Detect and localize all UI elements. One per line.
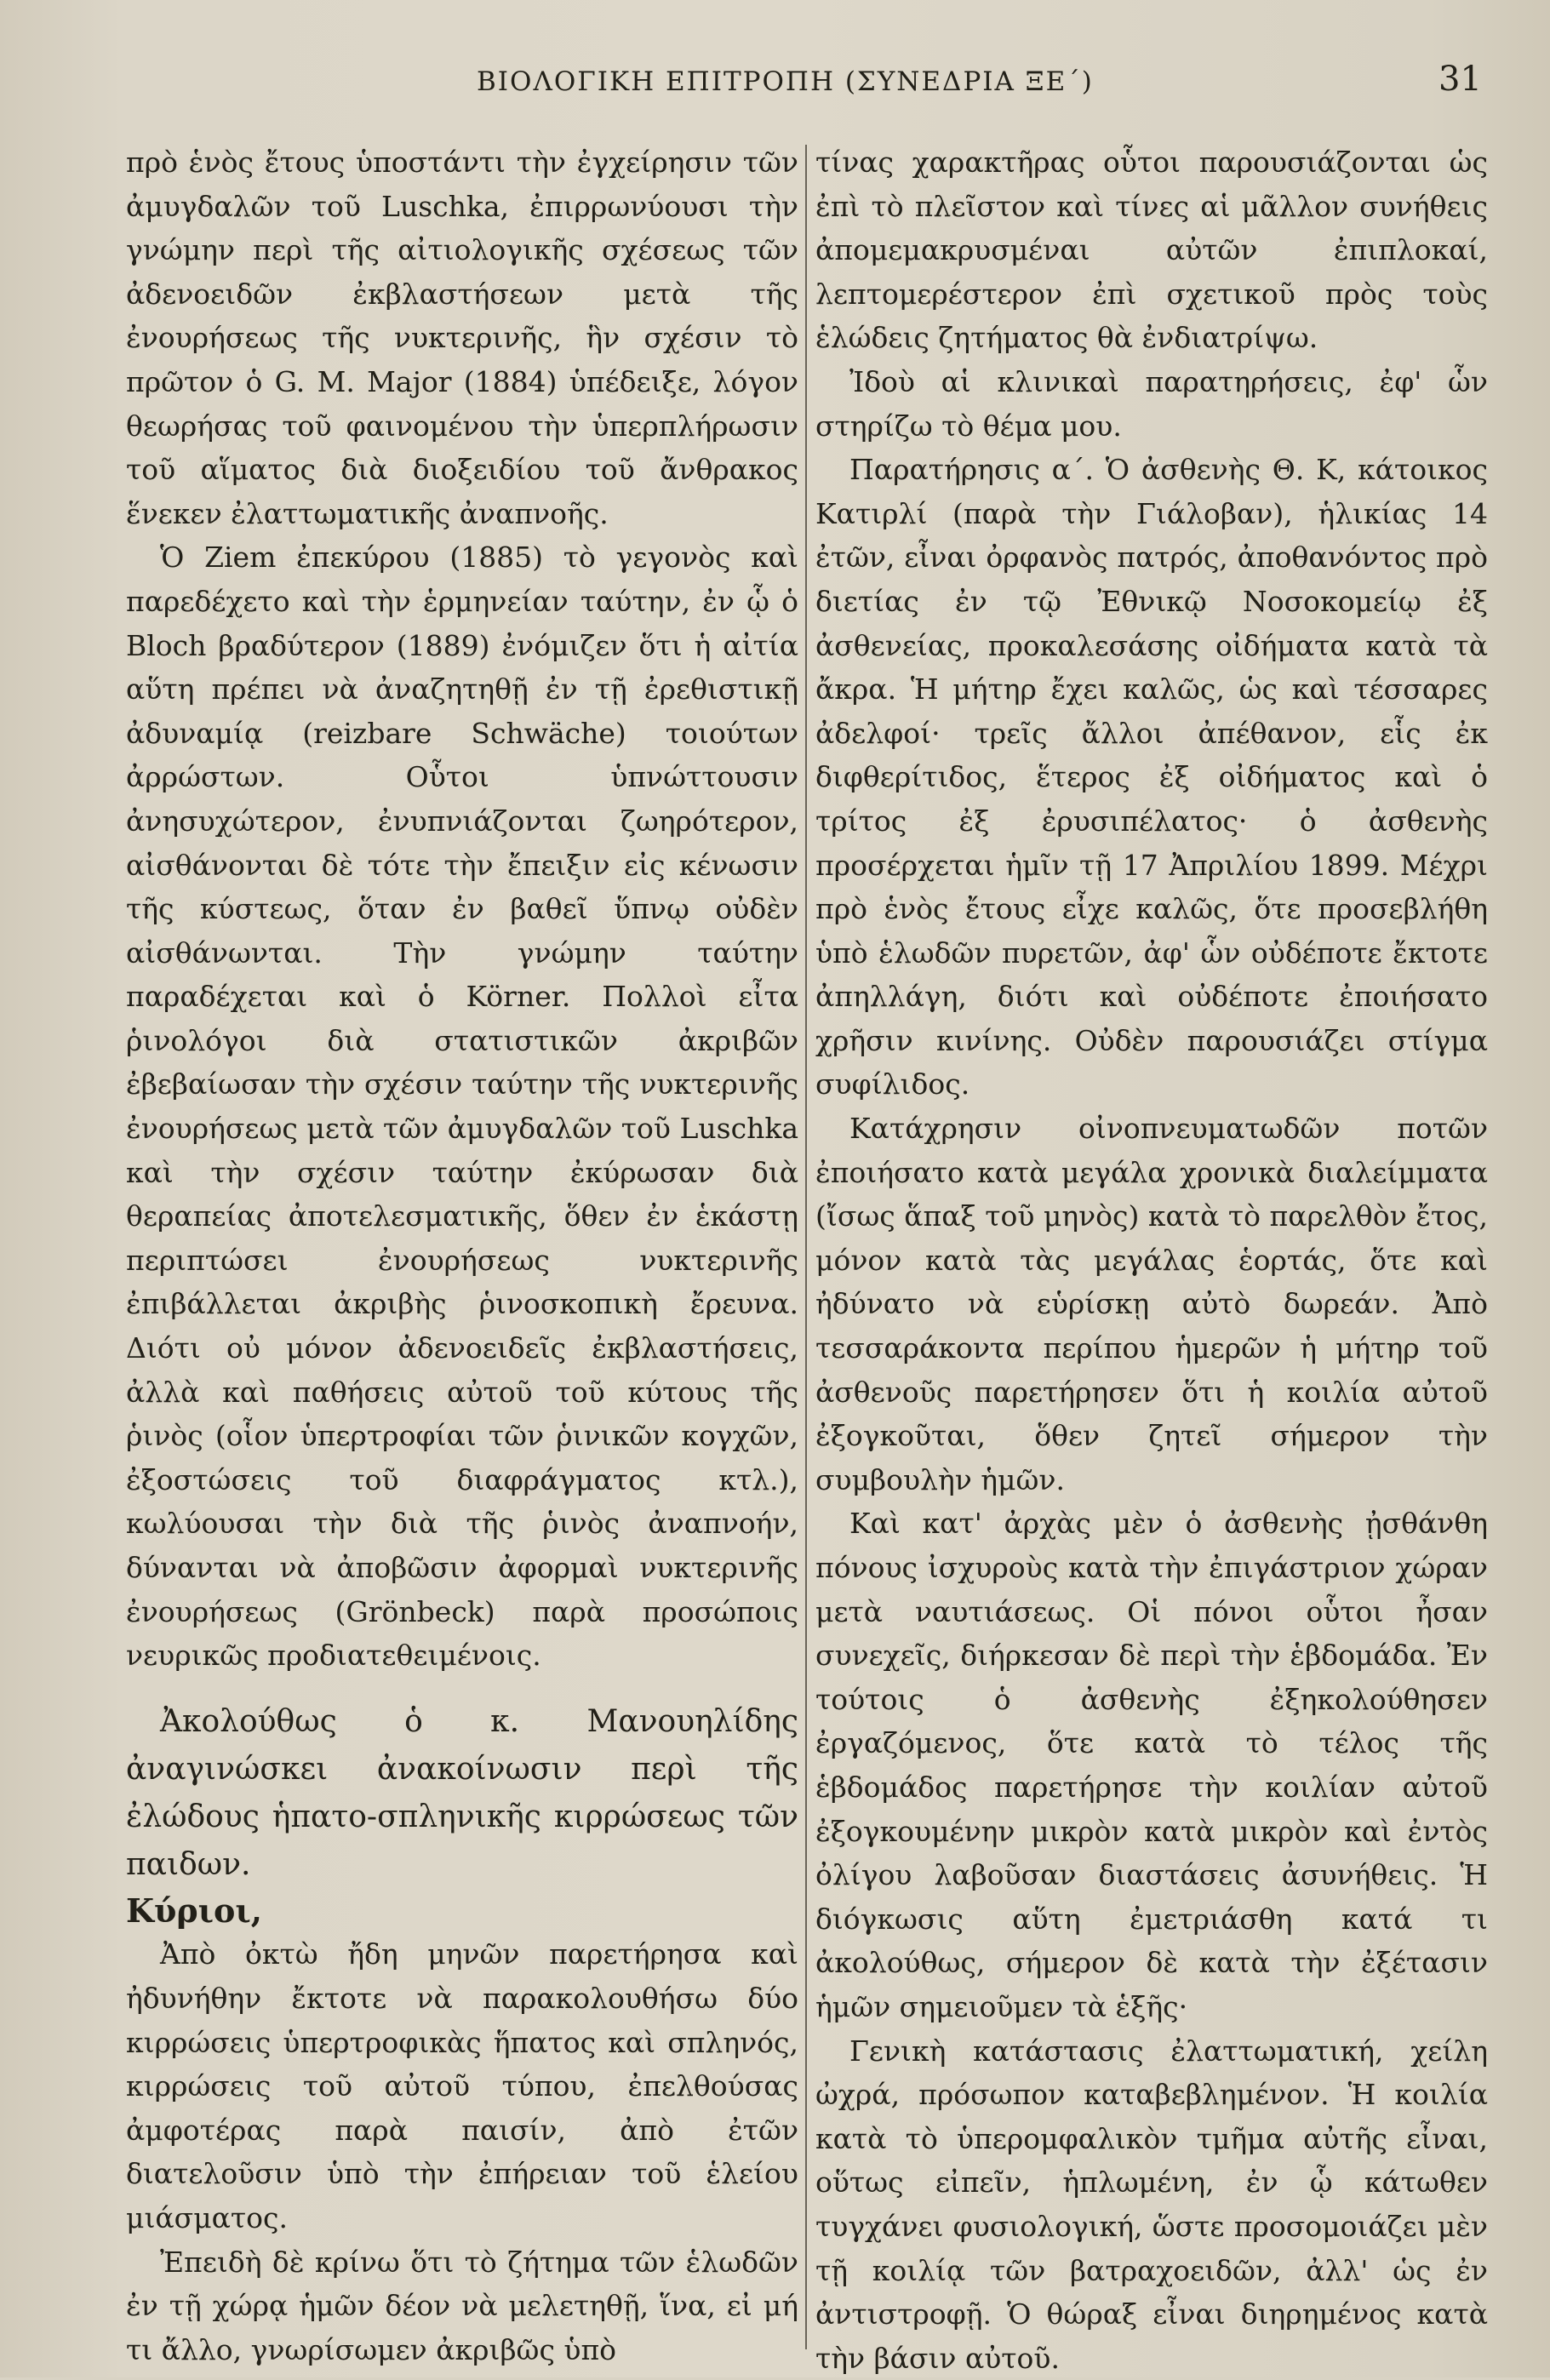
page-header (0, 60, 1550, 111)
paragraph: πρὸ ἑνὸς ἔτους ὑποστάντι τὴν ἐγχείρησιν τῶν ἀμυγδαλῶν τοῦ Luschka, ἐπιρρωνύουσι τὴν γνώμην περὶ τῆς αἰτιολογικῆς σχέσεως τῶν ἀδενοειδῶν ἐκβλαστήσεων μετὰ τῆς ἐνουρήσεως τῆς νυκτερινῆς, ἣν σχέσιν τὸ πρῶτον ὁ G. M. Major (1884) ὑπέδειξε, λόγον θεωρήσας τοῦ φαινομένου τὴν ὑπερπλήρωσιν τοῦ αἵματος διὰ διοξειδίου τοῦ ἄνθρακος ἕνεκεν ἐλαττωματικῆς ἀναπνοῆς. (126, 146, 798, 530)
paragraph: Ἰδοὺ αἱ κλινικαὶ παρατηρήσεις, ἐφ' ὧν στηρίζω τὸ θέμα μου. (815, 364, 1488, 443)
paragraph: Ἀπὸ ὀκτὼ ἤδη μηνῶν παρετήρησα καὶ ἠδυνήθην ἔκτοτε νὰ παρακολουθήσω δύο κιρρώσεις ὑπερτροφικὰς ἥπατος καὶ σπληνός, κιρρώσεις τοῦ αὐτοῦ τύπου, ἐπελθούσας ἀμφοτέρας παρὰ παισίν, ἀπὸ ἐτῶν διατελοῦσιν ὑπὸ τὴν ἐπήρειαν τοῦ ἑλείου μιάσματος. (126, 1937, 798, 2234)
salutation-heading: Κύριοι, (126, 1891, 263, 1930)
paragraph: Καὶ κατ' ἀρχὰς μὲν ὁ ἀσθενὴς ᾐσθάνθη πόνους ἰσχυροὺς κατὰ τὴν ἐπιγάστριον χώραν μετὰ ναυτιάσεως. Οἱ πόνοι οὗτοι ἦσαν συνεχεῖς, διήρκεσαν δὲ περὶ τὴν ἑβδομάδα. Ἐν τούτοις ὁ ἀσθενὴς ἐξηκολούθησεν ἐργαζόμενος, ὅτε κατὰ τὸ τέλος τῆς ἑβδομάδος παρετήρησε τὴν κοιλίαν αὐτοῦ ἐξογκουμένην μικρὸν κατὰ μικρὸν καὶ ἐντὸς ὀλίγου λαβοῦσαν διαστάσεις ἀσυνήθεις. Ἡ διόγκωσις αὕτη ἐμετριάσθη κατά τι ἀκολούθως, σήμερον δὲ κατὰ τὴν ἐξέτασιν ἡμῶν σημειοῦμεν τὰ ἑξῆς· (815, 1507, 1488, 2023)
left-column (126, 140, 798, 2371)
right-column (815, 140, 1488, 2380)
announcement-paragraph: Ἀκολούθως ὁ κ. Μανουηλίδης ἀναγινώσκει ἀνακοίνωσιν περὶ τῆς ἐλώδους ἡπατο-σπληνικῆς κιρρώσεως τῶν παιδων. (126, 1703, 798, 1882)
observation-paragraph: Παρατήρησις α΄. Ὁ ἀσθενὴς Θ. Κ, κάτοικος Κατιρλί (παρὰ τὴν Γιάλοβαν), ἡλικίας 14 ἐτῶν, εἶναι ὀρφανὸς πατρός, ἀποθανόντος πρὸ διετίας ἐν τῷ Ἐθνικῷ Νοσοκομείῳ ἐξ ἀσθενείας, προκαλεσάσης οἰδήματα κατὰ τὰ ἄκρα. Ἡ μήτηρ ἔχει καλῶς, ὡς καὶ τέσσαρες ἀδελφοί· τρεῖς ἄλλοι ἀπέθανον, εἷς ἐκ διφθερίτιδος, ἕτερος ἐξ οἰδήματος καὶ ὁ τρίτος ἐξ ἐρυσιπέλατος· ὁ ἀσθενὴς προσέρχεται ἡμῖν τῇ 17 Ἀπριλίου 1899. Μέχρι πρὸ ἑνὸς ἔτους εἶχε καλῶς, ὅτε προσεβλήθη ὑπὸ ἑλωδῶν πυρετῶν, ἀφ' ὧν οὐδέποτε ἔκτοτε ἀπηλλάγη, διότι καὶ οὐδέποτε ἐποιήσατο χρῆσιν κινίνης. Οὐδὲν παρουσιάζει στίγμα συφίλιδος. (815, 453, 1488, 1101)
paragraph: Γενικὴ κατάστασις ἐλαττωματική, χείλη ὠχρά, πρόσωπον καταβεβλημένον. Ἡ κοιλία κατὰ τὸ ὑπερομφαλικὸν τμῆμα αὐτῆς εἶναι, οὕτως εἰπεῖν, ἡπλωμένη, ἐν ᾧ κάτωθεν τυγχάνει φυσιολογική, ὥστε προσομοιάζει μὲν τῇ κοιλίᾳ τῶν βατραχοειδῶν, ἀλλ' ὡς ἐν ἀντιστροφῇ. Ὁ θώραξ εἶναι διηρημένος κατὰ τὴν βάσιν αὐτοῦ. (815, 2034, 1488, 2375)
page-number: 31 (1438, 60, 1482, 99)
column-divider (805, 145, 807, 2349)
paragraph: Κατάχρησιν οἰνοπνευματωδῶν ποτῶν ἐποιήσατο κατὰ μεγάλα χρονικὰ διαλείμματα (ἴσως ἅπαξ τοῦ μηνὸς) κατὰ τὸ παρελθὸν ἔτος, μόνον κατὰ τὰς μεγάλας ἑορτάς, ὅτε καὶ ἠδύνατο νὰ εὑρίσκῃ αὐτὸ δωρεάν. Ἀπὸ τεσσαράκοντα περίπου ἡμερῶν ἡ μήτηρ τοῦ ἀσθενοῦς παρετήρησεν ὅτι ἡ κοιλία αὐτοῦ ἐξογκοῦται, ὅθεν ζητεῖ σήμερον τὴν συμβουλὴν ἡμῶν. (815, 1112, 1488, 1496)
paragraph: Ἐπειδὴ δὲ κρίνω ὅτι τὸ ζήτημα τῶν ἑλωδῶν ἐν τῇ χώρᾳ ἡμῶν δέον νὰ μελετηθῇ, ἵνα, εἰ μή τι ἄλλο, γνωρίσωμεν ἀκριβῶς ὑπὸ (126, 2245, 798, 2366)
running-title: ΒΙΟΛΟΓΙΚΗ ΕΠΙΤΡΟΠΗ (ΣΥΝΕΔΡΙΑ ΞΕ΄) (477, 66, 1094, 97)
paragraph: τίνας χαρακτῆρας οὗτοι παρουσιάζονται ὡς ἐπὶ τὸ πλεῖστον καὶ τίνες αἱ μᾶλλον συνήθεις ἀπομεμακρυσμέναι αὐτῶν ἐπιπλοκαί, λεπτομερέστερον ἐπὶ σχετικοῦ πρὸς τοὺς ἑλώδεις ζητήματος θὰ ἐνδιατρίψω. (815, 146, 1488, 355)
paragraph: Ὁ Ziem ἐπεκύρου (1885) τὸ γεγονὸς καὶ παρεδέχετο καὶ τὴν ἑρμηνείαν ταύτην, ἐν ᾧ ὁ Bloch βραδύτερον (1889) ἐνόμιζεν ὅτι ἡ αἰτία αὕτη πρέπει νὰ ἀναζητηθῇ ἐν τῇ ἐρεθιστικῇ ἀδυναμίᾳ (reizbare Schwäche) τοιούτων ἀρρώστων. Οὗτοι ὑπνώττουσιν ἀνησυχώτερον, ἐνυπνιάζονται ζωηρότερον, αἰσθάνονται δὲ τότε τὴν ἔπειξιν εἰς κένωσιν τῆς κύστεως, ὅταν ἐν βαθεῖ ὕπνῳ οὐδὲν αἰσθάνωνται. Τὴν γνώμην ταύτην παραδέχεται καὶ ὁ Körner. Πολλοὶ εἶτα ῥινολόγοι διὰ στατιστικῶν ἀκριβῶν ἐβεβαίωσαν τὴν σχέσιν ταύτην τῆς νυκτερινῆς ἐνουρήσεως μετὰ τῶν ἀμυγδαλῶν τοῦ Luschka καὶ τὴν σχέσιν ταύτην ἐκύρωσαν διὰ θεραπείας ἀποτελεσματικῆς, ὅθεν ἐν ἑκάστῃ περιπτώσει ἐνουρήσεως νυκτερινῆς ἐπιβάλλεται ἀκριβὴς ῥινοσκοπικὴ ἔρευνα. Διότι οὐ μόνον ἀδενοειδεῖς ἐκβλαστήσεις, ἀλλὰ καὶ παθήσεις αὐτοῦ τοῦ κύτους τῆς ῥινὸς (οἷον ὑπερτροφίαι τῶν ῥινικῶν κογχῶν, ἐξοστώσεις τοῦ διαφράγματος κτλ.), κωλύουσαι τὴν διὰ τῆς ῥινὸς ἀναπνοήν, δύνανται νὰ ἀποβῶσιν ἀφορμαὶ νυκτερινῆς ἐνουρήσεως (Grönbeck) παρὰ προσώποις νευρικῶς προδιατεθειμένοις. (126, 541, 798, 1673)
